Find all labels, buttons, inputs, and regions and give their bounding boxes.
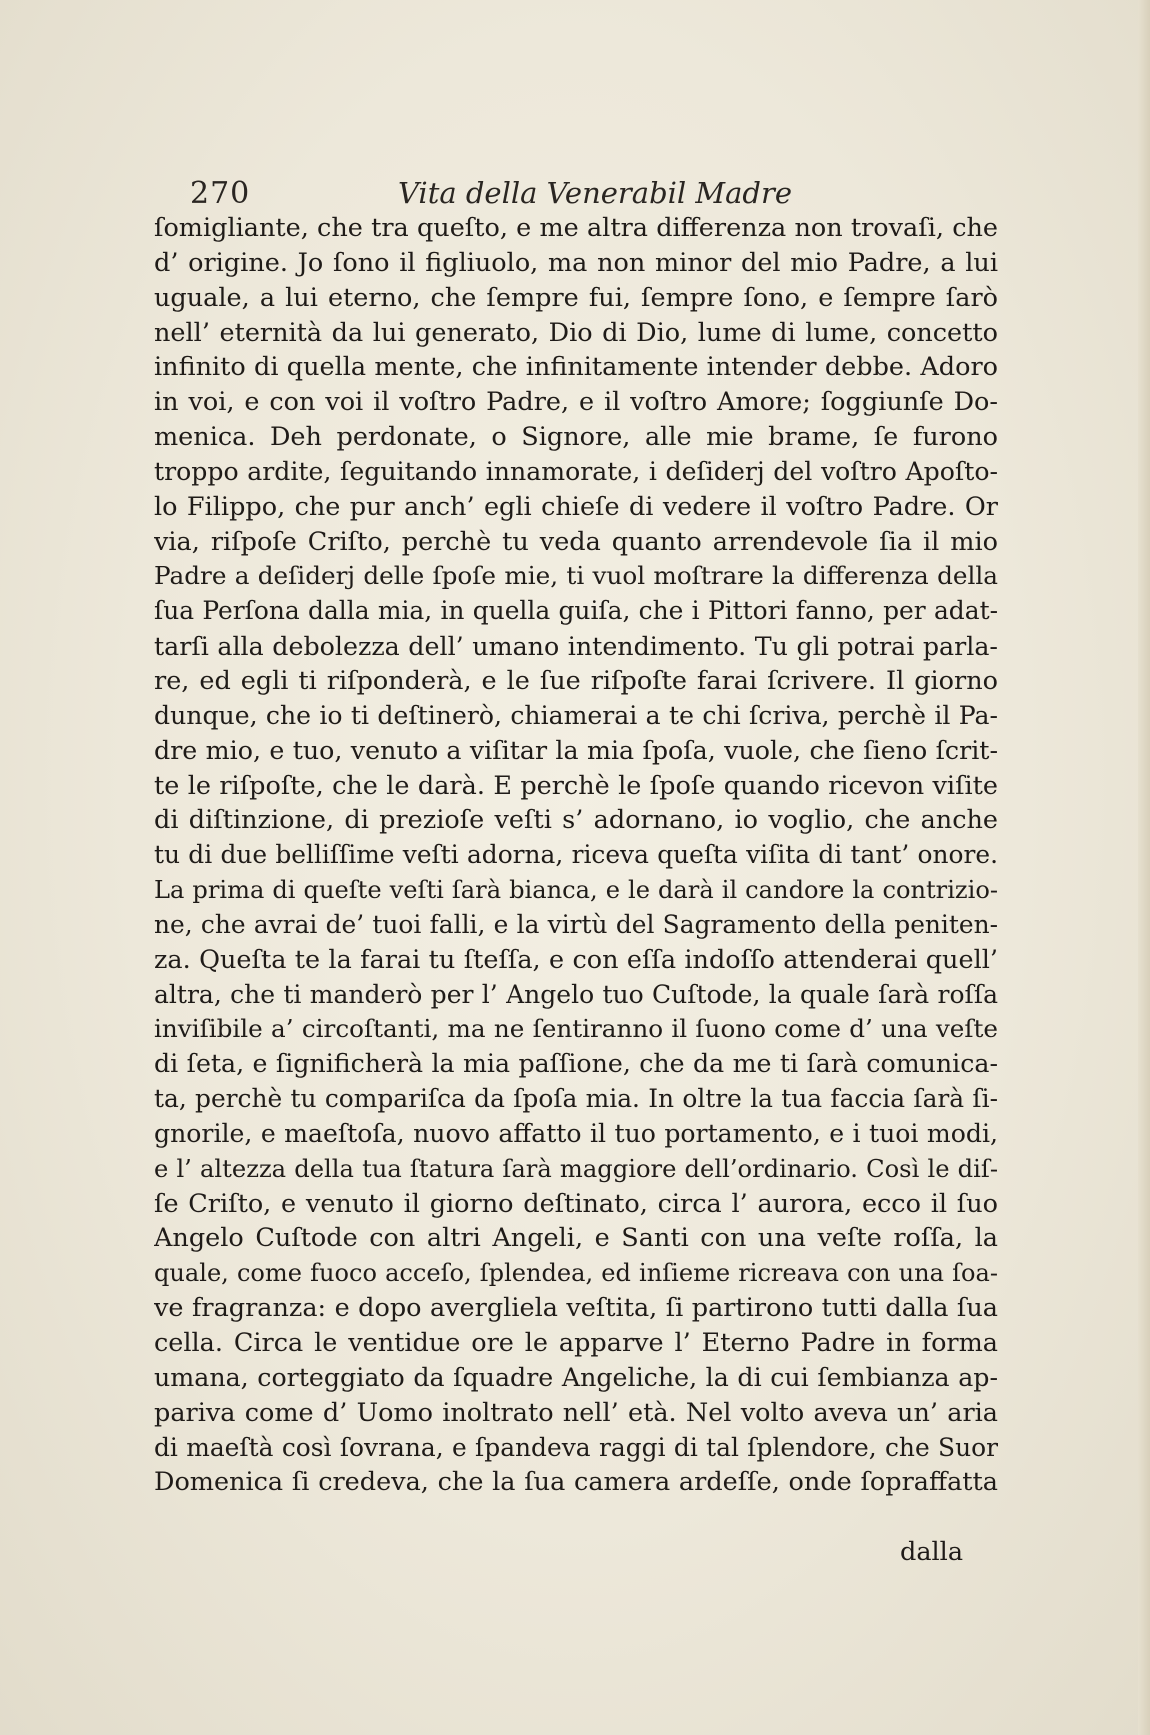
text-line: ve fragranza: e dopo avergliela veſtita, ſi partirono tutti dalla ſua bbox=[154, 1293, 998, 1324]
page-header bbox=[190, 176, 792, 212]
text-line: troppo ardite, ſeguitando innamorate, i deſiderj del voſtro Apoſto- bbox=[154, 456, 998, 486]
text-line: re, ed egli ti riſponderà, e le ſue riſpoſte farai ſcrivere. Il giorno bbox=[154, 665, 998, 696]
page-edge bbox=[1138, 0, 1150, 1735]
text-line: Angelo Cuſtode con altri Angeli, e Santi con una veſte roſſa, la bbox=[154, 1223, 998, 1254]
text-line: La prima di queſte veſti ſarà bianca, e le darà il candore la contrizio- bbox=[154, 876, 998, 905]
text-line: lo Filippo, che pur anch’ egli chieſe di vedere il voſtro Padre. Or bbox=[154, 491, 998, 522]
text-line: uguale, a lui eterno, che ſempre fui, ſempre ſono, e ſempre ſarò bbox=[154, 282, 998, 313]
text-line: ne, che avrai de’ tuoi falli, e la virtù del Sagramento della peniten- bbox=[154, 909, 998, 939]
text-line: dre mio, e tuo, venuto a viſitar la mia ſpoſa, vuole, che ſieno ſcrit- bbox=[154, 735, 998, 765]
text-line: di maeſtà così ſovrana, e ſpandeva raggi di tal ſplendore, che Suor bbox=[154, 1432, 998, 1462]
text-line: menica. Deh perdonate, o Signore, alle mie brame, ſe furono bbox=[154, 422, 998, 453]
text-line: te le riſpoſte, che le darà. E perchè le ſpoſe quando ricevon viſite bbox=[154, 770, 998, 801]
text-line: cella. Circa le ventidue ore le apparve l’ Eterno Padre in forma bbox=[154, 1328, 998, 1358]
text-line: infinito di quella mente, che infinitamente intender debbe. Adoro bbox=[154, 352, 998, 383]
text-line: in voi, e con voi il voſtro Padre, e il voſtro Amore; ſoggiunſe Do- bbox=[154, 387, 998, 418]
text-line: gnorile, e maeſtoſa, nuovo affatto il tuo portamento, e i tuoi modi, bbox=[154, 1118, 998, 1148]
text-line: tu di due belliſſime veſti adorna, riceva queſta viſita di tant’ onore. bbox=[154, 840, 998, 870]
text-line: ſe Criſto, e venuto il giorno deſtinato, circa l’ aurora, ecco il ſuo bbox=[154, 1188, 998, 1219]
text-line: nell’ eternità da lui generato, Dio di Dio, lume di lume, concetto bbox=[154, 317, 998, 348]
text-line: di ſeta, e ſignificherà la mia paſſione, che da me ti ſarà comunica- bbox=[154, 1049, 998, 1079]
text-line: Domenica ſi credeva, che la ſua camera ardeſſe, onde ſopraffatta bbox=[154, 1467, 998, 1498]
text-line: za. Queſta te la farai tu ſteſſa, e con eſſa indoſſo attenderai quell’ bbox=[154, 944, 998, 975]
running-title: Vita della Venerabil Madre bbox=[398, 176, 792, 210]
text-line: pariva come d’ Uomo inoltrato nell’ età. Nel volto aveva un’ aria bbox=[154, 1397, 998, 1428]
text-line: altra, che ti manderò per l’ Angelo tuo Cuſtode, la quale ſarà roſſa bbox=[154, 979, 998, 1009]
text-line: ſomigliante, che tra queſto, e me altra differenza non trovaſi, che bbox=[154, 213, 998, 243]
text-line: tarſi alla debolezza dell’ umano intendimento. Tu gli potrai parla- bbox=[154, 631, 998, 662]
text-line: quale, come fuoco acceſo, ſplendea, ed inſieme ricreava con una ſoa- bbox=[154, 1259, 998, 1288]
body-text bbox=[154, 211, 998, 1500]
catchword: dalla bbox=[900, 1537, 964, 1567]
text-line: Padre a deſiderj delle ſpoſe mie, ti vuol moſtrare la differenza della bbox=[154, 561, 998, 591]
text-line: inviſibile a’ circoſtanti, ma ne ſentiranno il ſuono come d’ una veſte bbox=[154, 1014, 998, 1044]
text-line: umana, corteggiato da ſquadre Angeliche, la di cui ſembianza ap- bbox=[154, 1362, 998, 1392]
text-line: dunque, che io ti deſtinerò, chiamerai a te chi ſcriva, perchè il Pa- bbox=[154, 700, 998, 730]
text-line: ſua Perſona dalla mia, in quella guiſa, che i Pittori fanno, per adat- bbox=[154, 596, 998, 626]
text-line: di diſtinzione, di prezioſe veſti s’ adornano, io voglio, che anche bbox=[154, 805, 998, 836]
text-line: e l’ altezza della tua ſtatura ſarà maggiore dell’ordinario. Così le diſ- bbox=[154, 1154, 998, 1183]
text-line: via, riſpoſe Criſto, perchè tu veda quanto arrendevole ſia il mio bbox=[154, 526, 998, 557]
text-line: ta, perchè tu compariſca da ſpoſa mia. In oltre la tua faccia ſarà ſi- bbox=[154, 1084, 998, 1114]
text-line: d’ origine. Jo ſono il figliuolo, ma non minor del mio Padre, a lui bbox=[154, 247, 998, 278]
page-number: 270 bbox=[190, 176, 251, 211]
